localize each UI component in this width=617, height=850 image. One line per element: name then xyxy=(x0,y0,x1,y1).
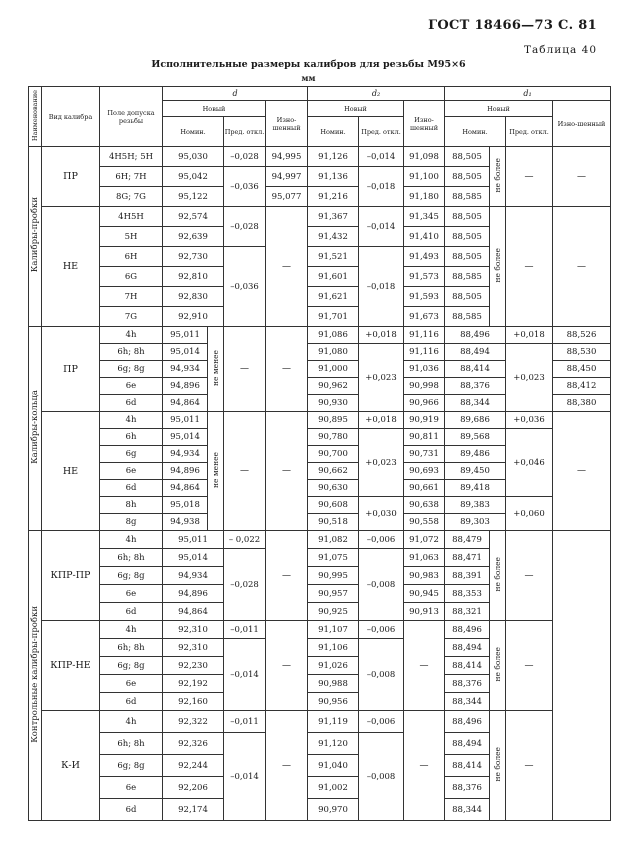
table-row: 6g 94,934 90,700 90,731 89,486 xyxy=(29,446,611,463)
col-d-new: Новый xyxy=(163,101,266,117)
table-row: 6g; 8g 92,244 91,040 88,414 xyxy=(29,755,611,777)
limit-note: не более xyxy=(490,207,506,327)
table-row: Калибры-кольца ПР 4h 95,011 не менее — — 91,086 +0,018 91,116 88,496 +0,018 88,526 xyxy=(29,327,611,344)
table-row: 8h 95,018 90,608 +0,030 90,638 89,383 +0,060 xyxy=(29,497,611,514)
table-row: 6H; 7H 95,042 –0,036 94,997 91,136 –0,018 91,100 88,505 xyxy=(29,167,611,187)
table-row: НЕ 4H5H 92,574 –0,028 — 91,367 –0,014 91,345 88,505 не более — — xyxy=(29,207,611,227)
sizes-table xyxy=(28,86,611,821)
col-d-dev: Пред. откл. xyxy=(224,117,266,147)
table-row: 6G 92,810 91,601 91,573 88,585 xyxy=(29,267,611,287)
table-row: КПР-НЕ 4h 92,310 –0,011 — 91,107 –0,006 — 88,496 не более — xyxy=(29,621,611,639)
table-row: 6d 92,160 90,956 88,344 xyxy=(29,693,611,711)
kind-cell: КПР-НЕ xyxy=(42,621,100,711)
table-row: 6g; 8g 94,934 90,995 90,983 88,391 xyxy=(29,567,611,585)
table-row: 6h; 8h 92,326 –0,014 91,120 –0,008 88,494 xyxy=(29,733,611,755)
table-row: 6e 94,896 90,962 90,998 88,376 88,412 xyxy=(29,378,611,395)
table-row: 5H 92,639 91,432 91,410 88,505 xyxy=(29,227,611,247)
kind-cell: КПР-ПР xyxy=(42,531,100,621)
table-row: 6h; 8h 92,310 –0,014 91,106 –0,008 88,494 xyxy=(29,639,611,657)
col-d1-nom: Номин. xyxy=(445,117,506,147)
table-row: 6d 92,174 90,970 88,344 xyxy=(29,799,611,821)
table-row: 6h; 8h 95,014 –0,028 91,075 –0,008 91,063 88,471 xyxy=(29,549,611,567)
col-d2: d₂ xyxy=(308,87,445,101)
document-header: ГОСТ 18466—73 С. 81 xyxy=(428,18,597,33)
group-label: Контрольные калибры-пробки xyxy=(29,531,42,821)
table-title: Исполнительные размеры калибров для резьбы М95×6 xyxy=(151,59,466,70)
table-row: 6h; 8h 95,014 91,080 +0,023 91,116 88,494 +0,023 88,530 xyxy=(29,344,611,361)
kind-cell: К-И xyxy=(42,711,100,821)
col-d1-worn: Изно-шенный xyxy=(553,101,611,147)
table-row: Контрольные калибры-пробки КПР-ПР 4h 95,011 – 0,022 — 91,082 –0,006 91,072 88,479 не более — xyxy=(29,531,611,549)
limit-note: не более xyxy=(490,621,506,711)
table-number: Таблица 40 xyxy=(524,44,597,56)
col-d-worn: Изно-шенный xyxy=(266,101,308,147)
table-row: 7H 92,830 91,621 91,593 88,505 xyxy=(29,287,611,307)
group-label: Калибры-кольца xyxy=(29,327,42,531)
col-d: d xyxy=(163,87,308,101)
table-row: 8G; 7G 95,122 95,077 91,216 91,180 88,585 xyxy=(29,187,611,207)
table-row: 6d 94,864 90,630 90,661 89,418 xyxy=(29,480,611,497)
kind-cell: ПР xyxy=(42,147,100,207)
col-d1-dev: Пред. откл. xyxy=(506,117,553,147)
table-row: 6h 95,014 90,780 +0,023 90,811 89,568 +0,046 xyxy=(29,429,611,446)
table-row: К-И 4h 92,322 –0,011 — 91,119 –0,006 — 88,496 не более — xyxy=(29,711,611,733)
col-d1-new: Новый xyxy=(445,101,553,117)
col-d2-new: Новый xyxy=(308,101,404,117)
kind-cell: ПР xyxy=(42,327,100,412)
group-label: Калибры-пробки xyxy=(29,147,42,327)
table-row: 8g 94,938 90,518 90,558 89,303 xyxy=(29,514,611,531)
table-row: 6d 94,864 90,925 90,913 88,321 xyxy=(29,603,611,621)
col-d-nom: Номин. xyxy=(163,117,224,147)
table-row: 7G 92,910 91,701 91,673 88,585 xyxy=(29,307,611,327)
col-d1: d₁ xyxy=(445,87,611,101)
table-row: Калибры-пробки ПР 4H5H; 5H 95,030 –0,028 94,995 91,126 –0,014 91,098 88,505 не более — — xyxy=(29,147,611,167)
table-row: 6e 94,896 90,662 90,693 89,450 xyxy=(29,463,611,480)
col-d2-nom: Номин. xyxy=(308,117,359,147)
table-row: 6e 92,206 91,002 88,376 xyxy=(29,777,611,799)
table-row: 6d 94,864 90,930 90,966 88,344 88,380 xyxy=(29,395,611,412)
table-row: 6H 92,730 –0,036 91,521 –0,018 91,493 88,505 xyxy=(29,247,611,267)
table-row: 6e 92,192 90,988 88,376 xyxy=(29,675,611,693)
limit-note: не более xyxy=(490,147,506,207)
col-name: Наименование xyxy=(29,87,42,147)
limit-note: не более xyxy=(490,711,506,821)
col-d2-worn: Изно-шенный xyxy=(404,101,445,147)
kind-cell: НЕ xyxy=(42,207,100,327)
table-row: 6e 94,896 90,957 90,945 88,353 xyxy=(29,585,611,603)
kind-cell: НЕ xyxy=(42,412,100,531)
table-unit: мм xyxy=(301,73,316,83)
limit-note: не менее xyxy=(208,327,224,412)
col-kind: Вид калибра xyxy=(42,87,100,147)
table-row: 6g; 8g 94,934 91,000 91,036 88,414 88,450 xyxy=(29,361,611,378)
table-row: НЕ 4h 95,011 не менее — — 90,895 +0,018 90,919 89,686 +0,036 — xyxy=(29,412,611,429)
col-d2-dev: Пред. откл. xyxy=(359,117,404,147)
limit-note: не более xyxy=(490,531,506,621)
limit-note: не менее xyxy=(208,412,224,531)
table-row: 6g; 8g 92,230 91,026 88,414 xyxy=(29,657,611,675)
col-tolerance: Поле допуска резьбы xyxy=(100,87,163,147)
